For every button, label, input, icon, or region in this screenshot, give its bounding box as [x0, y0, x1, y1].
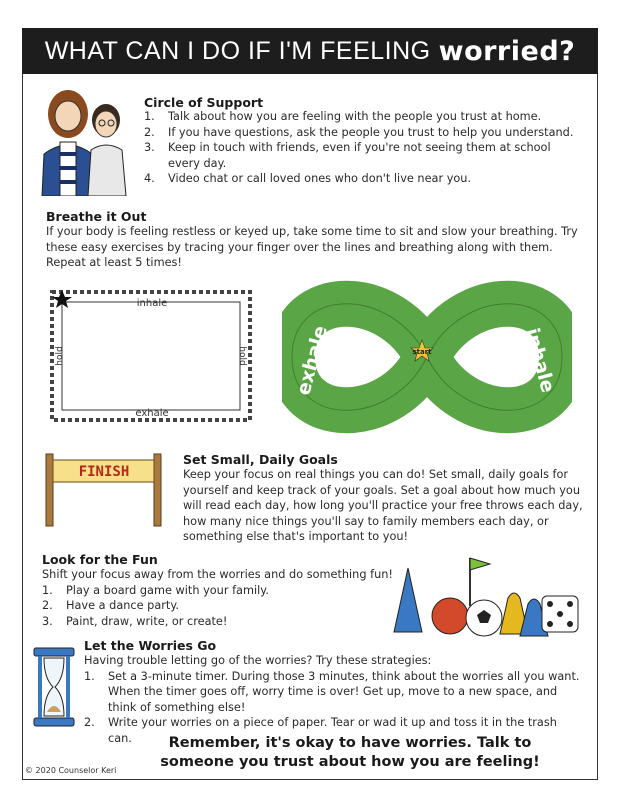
infinity-left-label: exhale [292, 323, 333, 398]
list-item: 1. Talk about how you are feeling with the people you trust at home. [144, 110, 542, 123]
list-item: 4. Video chat or call loved ones who don't live near you. [144, 172, 472, 185]
fun-list [42, 583, 402, 630]
start-label: start [412, 348, 432, 356]
closing-message: Remember, it's okay to have worries. Talk to someone you trust about how you are feeling! [160, 735, 540, 770]
ball-icon [432, 598, 468, 634]
finish-banner-text: FINISH [78, 464, 130, 480]
copyright-footer: © 2020 Counselor Keri [25, 766, 117, 775]
list-item: 1. Play a board game with your family. [42, 583, 269, 597]
finish-line-illustration [38, 450, 170, 528]
hourglass-icon [30, 646, 78, 728]
letgo-intro: Having trouble letting go of the worries? Try these strategies: [84, 654, 432, 667]
goals-heading: Set Small, Daily Goals [183, 452, 338, 467]
infinity-right-label: inhale [520, 325, 559, 396]
list-item: 2. If you have questions, ask the people you trust to help you understand. [144, 125, 574, 139]
square-bottom-label: exhale [135, 408, 169, 419]
list-item: 1. Set a 3-minute timer. During those 3 minutes, think about the worries all you want. When the timer goes off, worry time is over! Get up, move to a new space, and think of something else! [84, 669, 580, 714]
infinity-breathing-diagram [282, 276, 572, 438]
games-illustration [388, 548, 584, 642]
cone-icon [394, 568, 422, 632]
square-right-label: hold [237, 346, 247, 366]
list-item: 3. Keep in touch with friends, even if you're not seeing them at school every day. [144, 141, 551, 170]
title-emphasis: worried? [438, 35, 576, 67]
title-main: WHAT CAN I DO IF I'M FEELING [44, 36, 431, 65]
list-item: 2. Have a dance party. [42, 599, 179, 612]
list-item: 3. Paint, draw, write, or create! [42, 614, 228, 628]
square-top-label: inhale [136, 298, 168, 309]
square-breathing-diagram [44, 286, 258, 426]
list-item: 2. Write your worries on a piece of paper. Tear or wad it up and toss it in the trash can. [84, 716, 557, 745]
fun-intro: Shift your focus away from the worries and do something fun! [42, 568, 393, 581]
fun-heading: Look for the Fun [42, 552, 158, 567]
breathe-body: If your body is feeling restless or keyed up, take some time to sit and slow your breathing. Try these easy exercises by tracing your finger over the lines and breathing along with them. Repeat at least 5 times! [46, 225, 578, 269]
page-title [22, 28, 598, 74]
circle-heading: Circle of Support [144, 95, 264, 110]
family-illustration [36, 84, 130, 196]
breathe-heading: Breathe it Out [46, 209, 147, 224]
square-left-label: hold [55, 346, 65, 366]
circle-list [144, 109, 584, 187]
letgo-heading: Let the Worries Go [84, 638, 217, 653]
goals-body: Keep your focus on real things you can do! Set small, daily goals for yourself and keep track of your goals. Set a goal about how much you will read each day, how long you'll practice your free throws each day, how many nice things you'll say to family members each day, or something else that's important to you! [183, 468, 583, 543]
